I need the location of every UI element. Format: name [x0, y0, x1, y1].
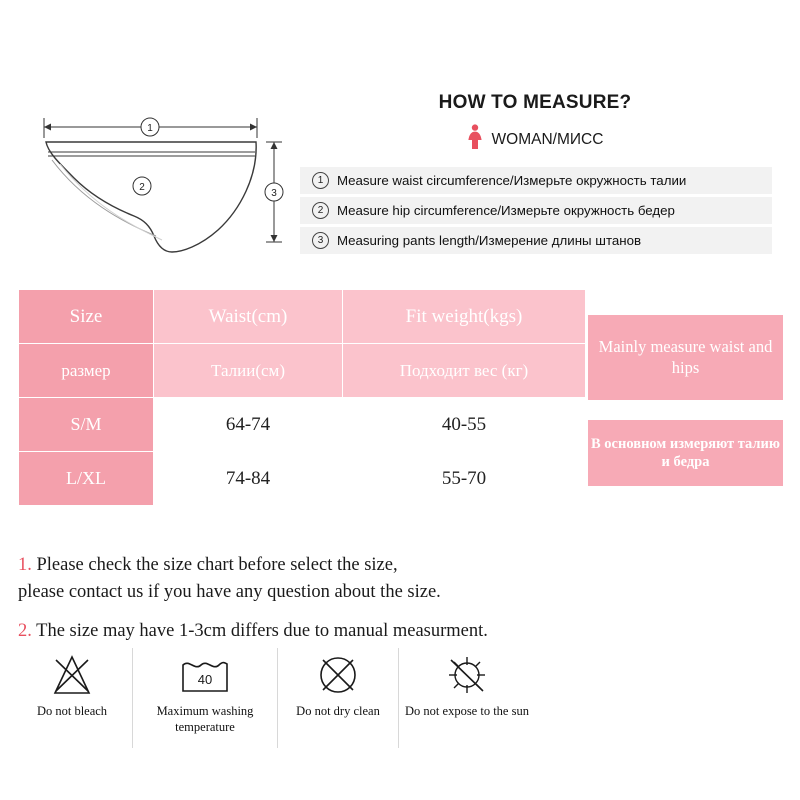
size-table-wrap [18, 289, 576, 506]
note-one-line2-wrap [18, 579, 778, 606]
care-instructions [12, 648, 792, 748]
notes-section [18, 552, 778, 644]
note-two-text: The size may have 1-3cm differs due to manual measurment. [36, 620, 488, 641]
care-caption: Do not bleach [36, 704, 108, 718]
care-caption: Do not expose to the sun [405, 704, 529, 718]
garment-diagram [22, 90, 292, 270]
header-weight-en: Fit weight(kgs) [343, 290, 586, 344]
care-caption: Maximum washing temperature [156, 704, 254, 734]
header-size-en: Size [19, 290, 154, 344]
top-section [0, 80, 800, 270]
step-number: 3 [312, 232, 329, 249]
header-waist-ru: Талии(см) [154, 344, 343, 398]
svg-text:1: 1 [147, 123, 153, 134]
how-to-measure-block [300, 92, 790, 257]
svg-text:3: 3 [271, 188, 277, 199]
measure-step [300, 167, 772, 194]
cell-waist: 64-74 [154, 398, 343, 452]
cell-size: L/XL [19, 452, 154, 506]
how-to-measure-title: HOW TO MEASURE? [438, 92, 632, 113]
table-row-header-ru [19, 344, 586, 398]
size-table [18, 289, 586, 506]
note-one-number: 1. [18, 555, 32, 575]
table-row [19, 398, 586, 452]
care-item-do-not-dry-clean [277, 648, 398, 748]
note-one-line1: Please check the size chart before select the size, [36, 555, 398, 575]
do-not-expose-to-sun-icon [441, 648, 493, 702]
max-wash-temperature-icon [175, 648, 235, 702]
care-caption: Do not dry clean [296, 704, 380, 718]
step-text: Measure waist circumference/Измерьте окружность талии [337, 173, 687, 188]
measure-steps-list [300, 167, 772, 254]
header-weight-ru: Подходит вес (кг) [343, 344, 586, 398]
cell-weight: 55-70 [343, 452, 586, 506]
note-two-number: 2. [18, 620, 32, 641]
svg-text:2: 2 [139, 182, 145, 193]
care-item-max-wash-temperature [132, 648, 277, 748]
do-not-bleach-icon [47, 648, 97, 702]
table-row-header-en [19, 290, 586, 344]
do-not-dry-clean-icon [313, 648, 363, 702]
measure-step [300, 197, 772, 224]
svg-text:40: 40 [197, 672, 213, 687]
step-number: 1 [312, 172, 329, 189]
woman-row [280, 124, 790, 155]
cell-waist: 74-84 [154, 452, 343, 506]
header-waist-en: Waist(cm) [154, 290, 343, 344]
woman-label: WOMAN/МИСС [491, 130, 604, 148]
woman-icon [467, 124, 483, 155]
table-row [19, 452, 586, 506]
side-note-ru: В основном измеряют талию и бедра [588, 420, 783, 486]
care-item-do-not-expose-to-sun [398, 648, 535, 748]
step-text: Measuring pants length/Измерение длины штанов [337, 233, 642, 248]
note-one [18, 552, 778, 579]
cell-weight: 40-55 [343, 398, 586, 452]
note-one-line2: please contact us if you have any question about the size. [18, 581, 441, 602]
step-text: Measure hip circumference/Измерьте окружность бедер [337, 203, 675, 218]
header-size-ru: размер [19, 344, 154, 398]
cell-size: S/M [19, 398, 154, 452]
step-number: 2 [312, 202, 329, 219]
care-item-do-not-bleach [12, 648, 132, 748]
side-note-en: Mainly measure waist and hips [588, 315, 783, 400]
note-two [18, 618, 778, 645]
measure-step [300, 227, 772, 254]
